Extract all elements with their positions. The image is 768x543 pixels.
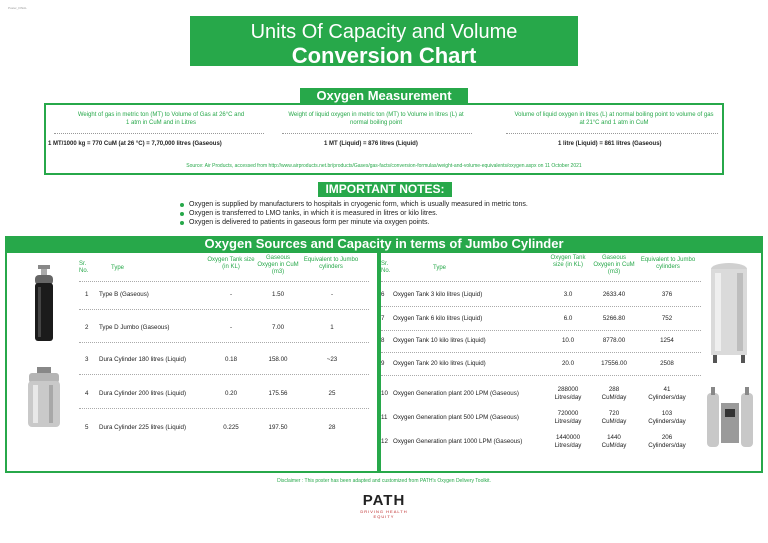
cell-gas: 2633.40 [602,291,626,298]
divider [506,133,718,134]
measurement-value-3: 1 litre (Liquid) = 861 litres (Gaseous) [558,141,662,147]
cell-type: Oxygen Tank 6 kilo litres (Liquid) [393,315,483,322]
bullet-icon [180,221,184,225]
row-divider [79,281,369,282]
header-gas: Gaseous Oxygen in CuM (m3) [593,255,635,275]
header-tank: Oxygen Tank size (in KL) [207,257,255,270]
cell-tank-unit: Litres/day [554,418,582,425]
cell-type: Dura Cylinder 225 litres (Liquid) [99,424,187,431]
cell-tank: 0.18 [224,356,238,363]
measurement-desc-3: Volume of liquid oxygen in litres (L) at normal boiling point to volume of gas at 21°C and 1 atm in CuM [514,112,714,126]
cell-tank: 20.0 [561,360,575,367]
cell-equiv: 752 [661,315,673,322]
cell-equiv: - [330,291,334,298]
measurement-desc-1: Weight of gas in metric ton (MT) to Volume of Gas at 26°C and 1 atm in CuM and in Litres [77,112,245,126]
cell-sr: 1 [85,291,89,298]
cell-gas: 8778.00 [602,337,626,344]
cell-tank: 0.20 [224,390,238,397]
gas-cylinder-icon [31,263,57,343]
cell-type: Dura Cylinder 200 litres (Liquid) [99,390,187,397]
cell-tank: 1440000 [555,434,581,441]
header-gas: Gaseous Oxygen in CuM (m3) [257,255,299,275]
row-divider [381,330,701,331]
cell-sr: 2 [85,324,89,331]
notes-list [180,200,528,227]
row-divider [79,342,369,343]
title-line-2: Conversion Chart [291,43,477,68]
bullet-icon [180,203,184,207]
row-divider [381,375,701,376]
cell-sr: 3 [85,356,89,363]
cell-gas: 720 [608,410,620,417]
note-item: Oxygen is delivered to patients in gaseous form per minute via oxygen points. [180,218,528,227]
cell-tank: 10.0 [561,337,575,344]
divider [282,133,472,134]
cell-gas: 1440 [607,434,621,441]
cell-sr: 6 [381,291,385,298]
liquid-tank-icon [707,261,751,365]
cell-tank: 3.0 [563,291,573,298]
cell-gas-unit: CuM/day [601,442,627,449]
oxygen-measurement-box [44,103,724,175]
cell-sr: 12 [381,438,388,445]
cell-gas: 175.56 [268,390,288,397]
cell-sr: 5 [85,424,89,431]
note-item: Oxygen is supplied by manufacturers to hospitals in cryogenic form, which is usually measured in metric tons. [180,200,528,209]
title-line-1: Units Of Capacity and Volume [250,21,518,43]
cell-gas: 158.00 [268,356,288,363]
cell-type: Type B (Gaseous) [99,291,149,298]
header-type: Type [111,265,125,271]
divider [54,133,264,134]
cell-type: Oxygen Tank 3 kilo litres (Liquid) [393,291,483,298]
header-tank: Oxygen Tank size (in KL) [550,255,586,268]
cell-sr: 8 [381,337,385,344]
corner-note: Poster_FINAL [8,6,27,10]
cell-gas: 288 [608,386,620,393]
cell-type: Oxygen Tank 10 kilo litres (Liquid) [393,337,486,344]
sources-heading: Oxygen Sources and Capacity in terms of Jumbo Cylinder [5,236,763,252]
logo-name: PATH [362,492,406,509]
row-divider [79,408,369,409]
cell-gas: 5266.80 [602,315,626,322]
cell-tank: 6.0 [563,315,573,322]
note-item: Oxygen is transferred to LMO tanks, in which it is measured in litres or kilo litres. [180,209,528,218]
page-header [190,16,578,66]
cell-tank-unit: Litres/day [554,394,582,401]
measurement-value-2: 1 MT (Liquid) = 876 litres (Liquid) [324,141,418,147]
cell-gas-unit: CuM/day [601,418,627,425]
cell-equiv-unit: Cylinders/day [648,394,686,401]
cell-equiv: ~23 [326,356,338,363]
header-sr: Sr. No. [79,261,89,274]
cell-tank: 720000 [557,410,579,417]
bullet-icon [180,212,184,216]
cell-gas: 197.50 [268,424,288,431]
cell-sr: 4 [85,390,89,397]
cell-equiv: 28 [328,424,336,431]
cell-gas-unit: CuM/day [601,394,627,401]
cell-tank-unit: Litres/day [554,442,582,449]
cell-type: Dura Cylinder 180 litres (Liquid) [99,356,187,363]
cell-equiv: 376 [661,291,673,298]
cell-tank: 0.225 [223,424,239,431]
cell-equiv-unit: Cylinders/day [648,418,686,425]
cell-type: Oxygen Generation plant 1000 LPM (Gaseous) [393,438,523,445]
row-divider [79,374,369,375]
cell-equiv-unit: Cylinders/day [648,442,686,449]
cell-gas: 7.00 [271,324,285,331]
row-divider [381,306,701,307]
cell-equiv: 103 [661,410,673,417]
cell-equiv: 25 [328,390,336,397]
header-equiv: Equivalent to Jumbo cylinders [303,257,359,270]
cell-equiv: 41 [663,386,671,393]
cell-type: Type D Jumbo (Gaseous) [99,324,170,331]
measurement-value-1: 1 MT/1000 kg = 770 CuM (at 26 °C) = 7,70,000 litres (Gaseous) [48,141,222,147]
header-equiv: Equivalent to Jumbo cylinders [640,257,696,270]
dura-cylinder-icon [25,365,63,429]
cell-type: Oxygen Generation plant 500 LPM (Gaseous) [393,414,519,421]
cell-sr: 9 [381,360,385,367]
header-sr: Sr. No. [381,261,391,274]
cell-type: Oxygen Tank 20 kilo litres (Liquid) [393,360,486,367]
cell-equiv: 206 [661,434,673,441]
measurement-desc-2: Weight of liquid oxygen in metric ton (MT) to Volume in litres (L) at normal boiling point [288,112,464,126]
cell-gas: 1.50 [271,291,285,298]
important-notes-heading: IMPORTANT NOTES: [318,182,452,197]
cell-equiv: 1254 [660,337,674,344]
cell-tank: - [229,291,233,298]
cell-equiv: 2508 [660,360,674,367]
cell-sr: 11 [381,414,388,421]
path-logo [354,492,414,519]
cell-tank: 288000 [557,386,579,393]
cell-type: Oxygen Generation plant 200 LPM (Gaseous) [393,390,519,397]
source-note: Source: Air Products, accessed from http://www.airproducts.net.br/products/Gases/gas-facts/conversion-formulas/weight-and-volume-equivalents/oxygen.aspx on 11 October 2021 [186,163,582,169]
cell-gas: 17556.00 [601,360,627,367]
oxygen-measurement-heading: Oxygen Measurement [300,88,468,104]
disclaimer: Disclaimer : This poster has been adapted and customized from PATH's Oxygen Delivery Toolkit. [277,478,491,484]
cell-tank: - [229,324,233,331]
cell-sr: 10 [381,390,388,397]
row-divider [79,309,369,310]
generation-plant-icon [705,385,755,449]
cell-equiv: 1 [330,324,334,331]
row-divider [381,281,701,282]
header-type: Type [433,265,447,271]
sources-table [5,251,763,473]
row-divider [381,352,701,353]
logo-tagline: DRIVING HEALTH EQUITY [360,509,408,519]
cell-sr: 7 [381,315,385,322]
